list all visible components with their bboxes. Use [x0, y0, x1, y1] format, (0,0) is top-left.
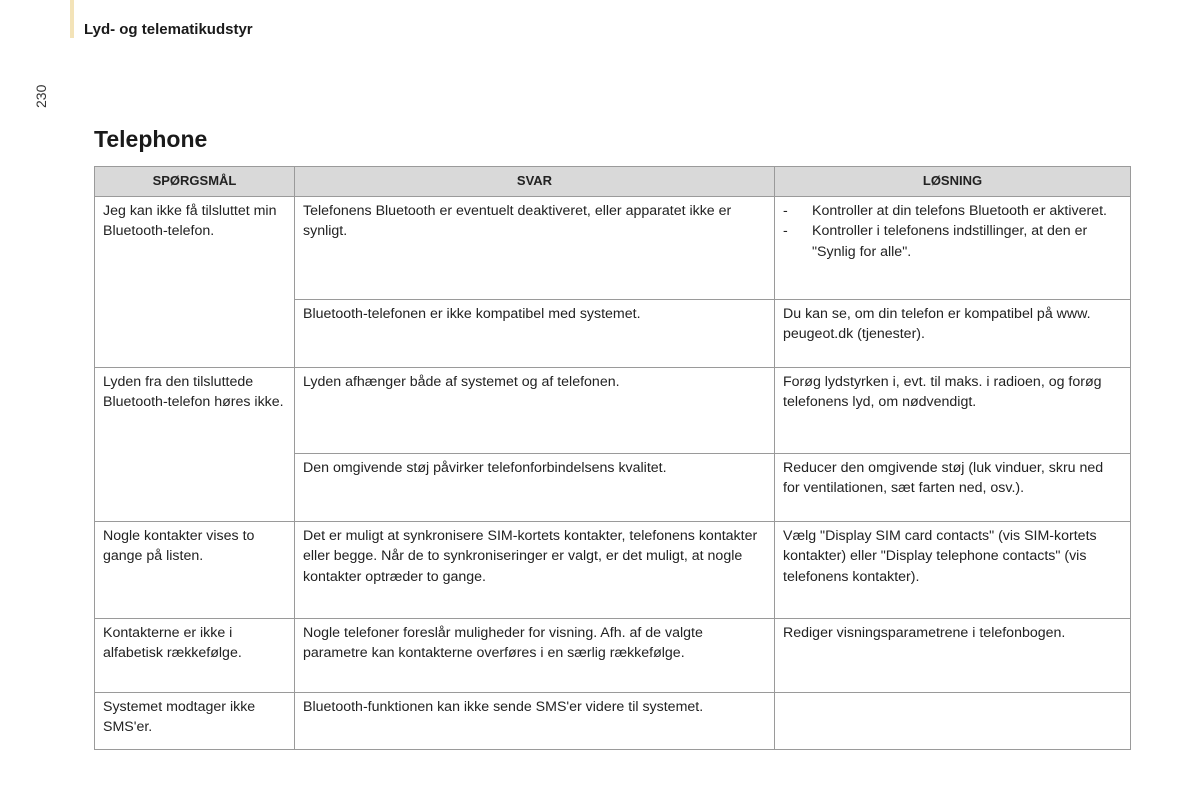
page-title: Telephone [94, 126, 208, 152]
solution-cell: Forøg lydstyrken i, evt. til maks. i radioen, og forøg telefonens lyd, om nødvendigt. [775, 367, 1131, 453]
column-header-solution: LØSNING [775, 167, 1131, 197]
solution-cell [775, 196, 1131, 299]
solution-cell: Rediger visningsparametrene i telefonbogen. [775, 618, 1131, 692]
table-header-row [95, 167, 1131, 197]
solution-cell [775, 692, 1131, 749]
answer-cell: Telefonens Bluetooth er eventuelt deaktiveret, eller apparatet ikke er synligt. [295, 196, 775, 299]
table-row [95, 521, 1131, 618]
answer-cell: Nogle telefoner foreslår muligheder for visning. Afh. af de valgte parametre kan kontakterne overføres i en særlig rækkefølge. [295, 618, 775, 692]
answer-cell: Den omgivende støj påvirker telefonforbindelsens kvalitet. [295, 453, 775, 521]
question-cell: Kontakterne er ikke i alfabetisk rækkefølge. [95, 618, 295, 692]
column-header-answer: SVAR [295, 167, 775, 197]
solution-cell: Vælg "Display SIM card contacts" (vis SIM-kortets kontakter) eller "Display telephone contacts" (vis telefonens kontakter). [775, 521, 1131, 618]
section-header: Lyd- og telematikudstyr [84, 21, 253, 38]
table-row [95, 196, 1131, 299]
page-number: 230 [33, 84, 49, 108]
solution-list-item: - Kontroller at din telefons Bluetooth er aktiveret. [783, 201, 1122, 222]
solution-list [783, 201, 1122, 263]
answer-cell: Bluetooth-telefonen er ikke kompatibel med systemet. [295, 299, 775, 367]
answer-cell: Bluetooth-funktionen kan ikke sende SMS'er videre til systemet. [295, 692, 775, 749]
column-header-question: SPØRGSMÅL [95, 167, 295, 197]
question-cell: Nogle kontakter vises to gange på listen. [95, 521, 295, 618]
section-accent-bar [70, 0, 74, 38]
table-row [95, 692, 1131, 749]
solution-cell: Du kan se, om din telefon er kompatibel på www. peugeot.dk (tjenester). [775, 299, 1131, 367]
solution-cell: Reducer den omgivende støj (luk vinduer, skru ned for ventilationen, sæt farten ned, osv.). [775, 453, 1131, 521]
question-cell: Systemet modtager ikke SMS'er. [95, 692, 295, 749]
table-row [95, 618, 1131, 692]
question-cell: Lyden fra den tilsluttede Bluetooth-telefon høres ikke. [95, 367, 295, 521]
solution-list-item: - Kontroller i telefonens indstillinger, at den er "Synlig for alle". [783, 221, 1122, 262]
table-row [95, 367, 1131, 453]
question-cell: Jeg kan ikke få tilsluttet min Bluetooth-telefon. [95, 196, 295, 367]
answer-cell: Lyden afhænger både af systemet og af telefonen. [295, 367, 775, 453]
troubleshooting-table [94, 166, 1131, 750]
answer-cell: Det er muligt at synkronisere SIM-kortets kontakter, telefonens kontakter eller begge. Når de to synkroniseringer er valgt, er det muligt, at nogle kontakter optræder to gange. [295, 521, 775, 618]
